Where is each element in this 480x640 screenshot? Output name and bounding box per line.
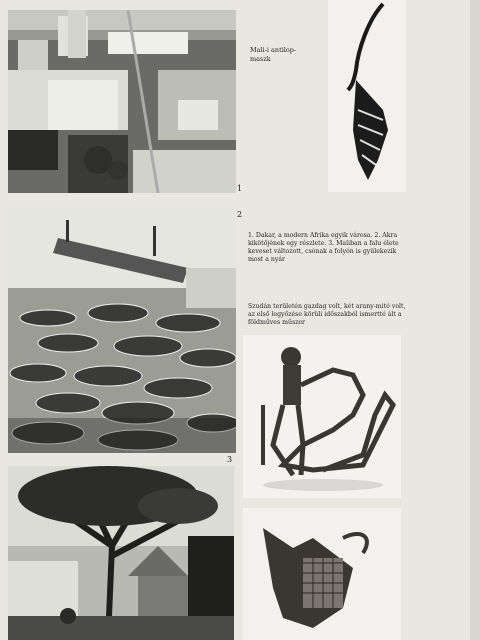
photo-number-1: 1 (237, 184, 243, 193)
harbor-photo (8, 208, 236, 453)
village-tree-photo (8, 466, 234, 640)
antelope-mask-photo (328, 0, 406, 192)
photo-number-3: 3 (227, 455, 233, 464)
photo-number-2: 2 (237, 210, 243, 219)
main-caption: 1. Dakar, a modern Afrika egyik városa. 2. Akra kikötőjének egy részlete. 3. Maliban a falu élete keveset változott, csónak a folyón is gyülekezik most a nyár (248, 232, 399, 263)
bronze-ornament-photo (243, 508, 401, 640)
mask-caption-line-2: maszk (250, 55, 271, 63)
city-aerial-photo (8, 10, 236, 193)
mask-caption-line-1: Mali-i antilop- (250, 46, 297, 54)
statue-caption: Szudán területén gazdag volt, két arany-mitó volt, az első legyőzése körüli időszakból ismertté ált a földműves műszer (248, 303, 406, 326)
bronze-statue-photo (243, 335, 401, 498)
